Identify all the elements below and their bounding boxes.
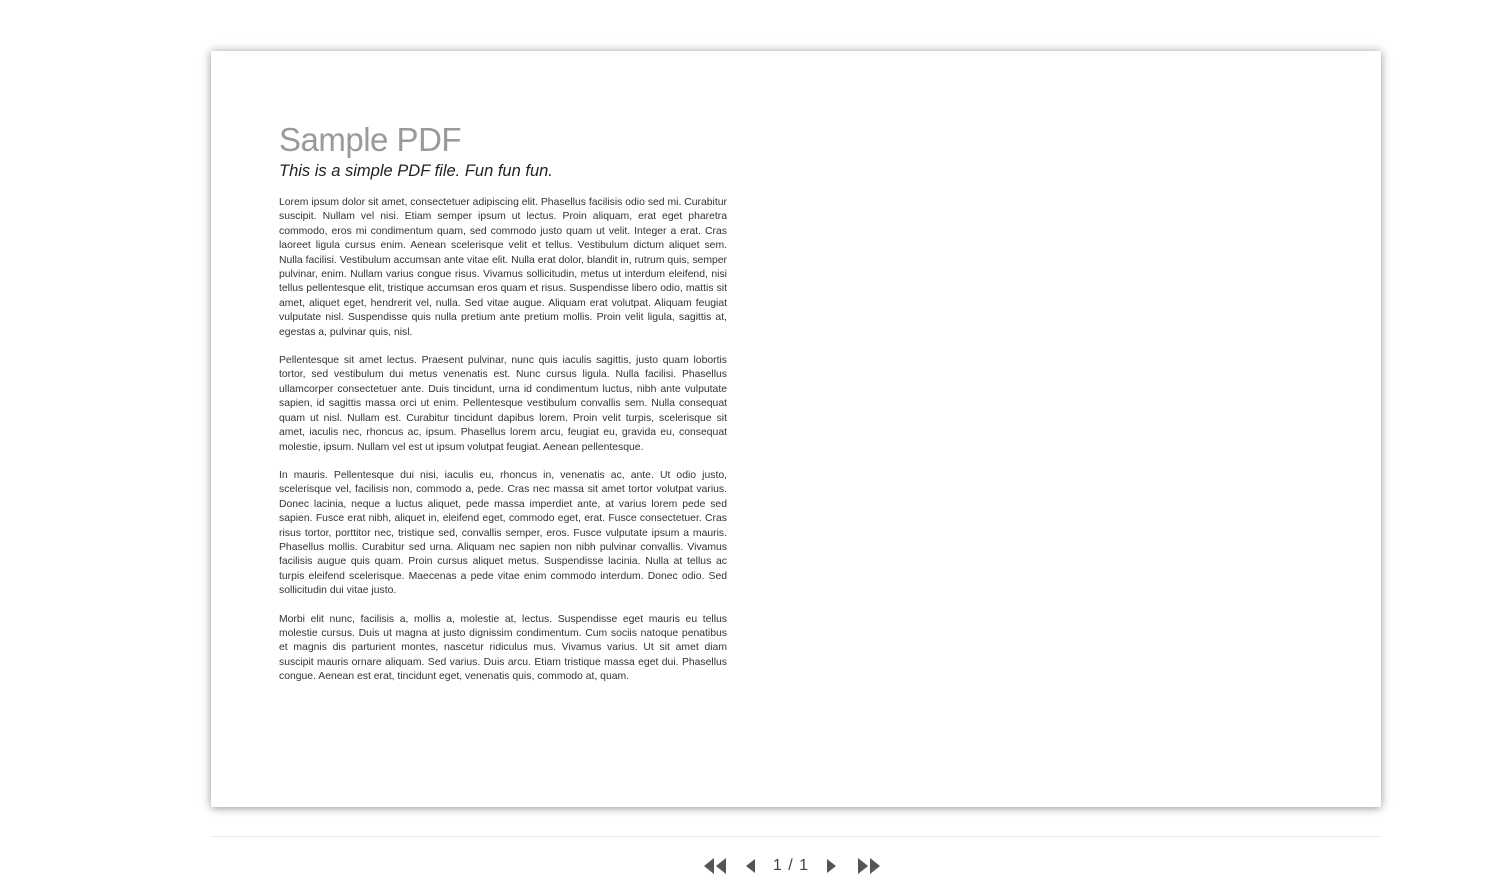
page-indicator: 1 / 1 [772,857,810,874]
double-chevron-left-icon [703,857,727,875]
first-page-button[interactable] [702,854,728,878]
triangle-left-icon [745,858,757,874]
toolbar-divider [211,836,1381,837]
page-navigation [702,854,892,878]
body-paragraph-2: Pellentesque sit amet lectus. Praesent pulvinar, nunc quis iaculis sagittis, justo quam lobortis tortor, sed vestibulum dui metus venenatis est. Nunc cursus ligula. Nulla facilisi. Phasellus ullamcorper consectetuer ante. Duis tincidunt, urna id condimentum luctus, nibh ante vulputate sapien, id sagittis massa orci ut enim. Pellentesque vestibulum convallis sem. Nulla consequat quam ut nisl. Nullam est. Curabitur tincidunt dapibus lorem. Proin velit turpis, scelerisque sit amet, iaculis nec, rhoncus ac, ipsum. Phasellus lorem arcu, feugiat eu, gravida eu, consequat molestie, ipsum. Nullam vel est ut ipsum volutpat feugiat. Aenean pellentesque. [279,355,727,453]
triangle-right-icon [825,858,837,874]
body-paragraph-4: Morbi elit nunc, facilisis a, mollis a, molestie at, lectus. Suspendisse eget mauris eu tellus molestie cursus. Duis ut magna at justo dignissim condimentum. Cum sociis natoque penatibus et magnis dis parturient montes, nascetur ridiculus mus. Vivamus varius. Ut sit amet diam suscipit mauris ornare aliquam. Sed varius. Duis arcu. Etiam tristique massa eget dui. Phasellus congue. Aenean est erat, tincidunt eget, venenatis quis, commodo at, quam. [279,613,727,683]
document-title: Sample PDF [279,121,462,158]
page-content [279,123,727,685]
next-page-button[interactable] [820,854,842,878]
pdf-page [211,51,1381,807]
body-paragraph-1: Lorem ipsum dolor sit amet, consectetuer adipiscing elit. Phasellus facilisis odio sed mi. Curabitur suscipit. Nullam vel nisi. Etiam semper ipsum ut lectus. Proin aliquam, erat eget pharetra commodo, eros mi condimentum quam, sed commodo justo quam ut velit. Integer a erat. Cras laoreet ligula cursus enim. Aenean scelerisque velit et tellus. Vestibulum dictum aliquet sem. Nulla facilisi. Vestibulum accumsan ante vitae elit. Nulla erat dolor, blandit in, rutrum quis, semper pulvinar, enim. Nullam varius congue risus. Vivamus sollicitudin, metus ut interdum eleifend, nisi tellus pellentesque elit, tristique accumsan eros quam et risus. Suspendisse libero odio, mattis sit amet, aliquet eget, hendrerit vel, nulla. Sed vitae augue. Aliquam erat volutpat. Aliquam feugiat vulputate nisl. Suspendisse quis nulla pretium ante pretium mollis. Proin velit ligula, sagittis at, egestas a, pulvinar quis, nisl. [279,197,727,338]
body-paragraph-3: In mauris. Pellentesque dui nisi, iaculis eu, rhoncus in, venenatis ac, ante. Ut odio justo, scelerisque vel, facilisis non, commodo a, pede. Cras nec massa sit amet tortor volutpat varius. Donec lacinia, neque a luctus aliquet, pede massa imperdiet ante, at varius lorem pede sed sapien. Fusce erat nibh, aliquet in, eleifend eget, commodo eget, erat. Fusce consectetuer. Cras risus tortor, porttitor nec, tristique sed, convallis semper, eros. Fusce vulputate ipsum a mauris. Phasellus mollis. Curabitur sed urna. Aliquam nec sapien non nibh pulvinar convallis. Vivamus facilisis augue quis quam. Proin cursus aliquet metus. Suspendisse lacinia. Nulla at tellus ac turpis eleifend scelerisque. Maecenas a pede vitae enim commodo interdum. Donec odio. Sed sollicitudin dui vitae justo. [279,469,727,597]
last-page-button[interactable] [856,854,882,878]
double-chevron-right-icon [857,857,881,875]
document-subtitle: This is a simple PDF file. Fun fun fun. [279,162,553,180]
previous-page-button[interactable] [740,854,762,878]
